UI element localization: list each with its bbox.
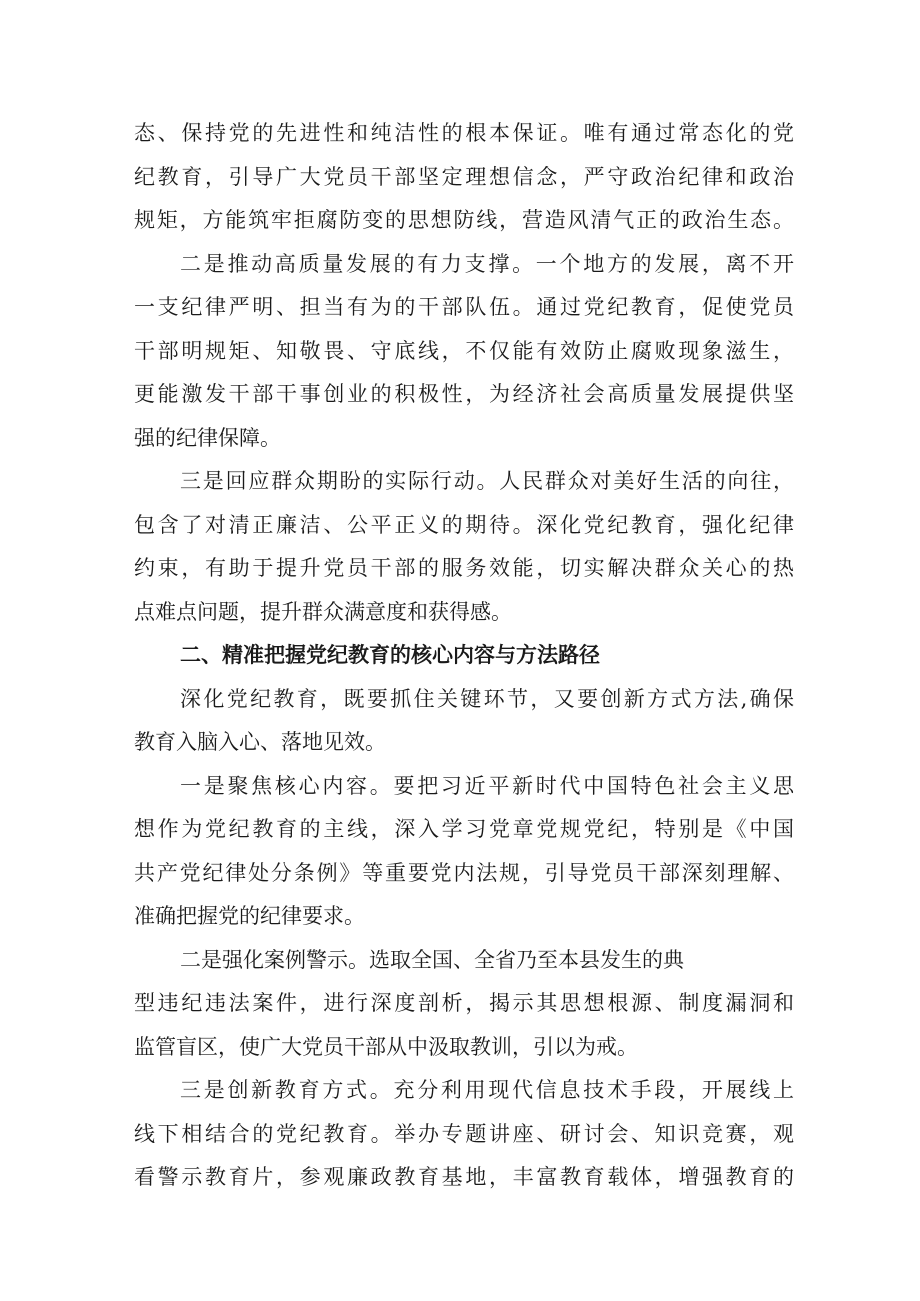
text-line: 线下相结合的党纪教育。举办专题讲座、研讨会、知识竞赛，观 (134, 1121, 794, 1146)
text-line: 三是创新教育方式。充分利用现代信息技术手段，开展线上 (180, 1078, 794, 1102)
document-body (134, 112, 794, 1200)
text-line: 型违纪违法案件，进行深度剖析，揭示其思想根源、制度漏洞和 (134, 991, 794, 1015)
text-line: 态、保持党的先进性和纯洁性的根本保证。唯有通过常态化的党 (134, 121, 794, 145)
text-line: 想作为党纪教育的主线，深入学习党章党规党纪，特别是《中国 (134, 817, 794, 841)
text-line: 强的纪律保障。 (134, 425, 281, 450)
text-line: 约束，有助于提升党员干部的服务效能，切实解决群众关心的热 (134, 556, 794, 580)
text-line: 准确把握党的纪律要求。 (134, 904, 365, 928)
text-line: 看警示教育片，参观廉政教育基地，丰富教育载体，增强教育的 (134, 1165, 794, 1189)
text-line: 深化党纪教育，既要抓住关键环节，又要创新方式方法,确保 (180, 686, 794, 711)
text-line: 三是回应群众期盼的实际行动。人民群众对美好生活的向往， (180, 469, 794, 493)
text-line: 共产党纪律处分条例》等重要党内法规，引导党员干部深刻理解、 (134, 860, 794, 885)
text-line: 二是推动高质量发展的有力支撑。一个地方的发展，离不开 (180, 251, 794, 276)
text-line: 监管盲区，使广大党员干部从中汲取教训，引以为戒。 (134, 1034, 638, 1059)
text-line: 包含了对清正廉洁、公平正义的期待。深化党纪教育，强化纪律 (134, 512, 794, 537)
text-line: 干部明规矩、知敬畏、守底线，不仅能有效防止腐败现象滋生， (134, 338, 794, 363)
text-line: 纪教育，引导广大党员干部坚定理想信念，严守政治纪律和政治 (134, 164, 794, 189)
text-line: 更能激发干部干事创业的积极性，为经济社会高质量发展提供坚 (134, 382, 794, 406)
text-line: 一支纪律严明、担当有为的干部队伍。通过党纪教育，促使党员 (134, 295, 794, 319)
text-line: 一是聚焦核心内容。要把习近平新时代中国特色社会主义思 (180, 773, 794, 798)
text-line: 规矩，方能筑牢拒腐防变的思想防线，营造风清气正的政治生态。 (134, 208, 794, 232)
section-heading: 二、精准把握党纪教育的核心内容与方法路径 (180, 643, 600, 667)
text-line: 二是强化案例警示。选取全国、全省乃至本县发生的典 (180, 947, 684, 972)
text-line: 点难点问题，提升群众满意度和获得感。 (134, 599, 512, 624)
text-line: 教育入脑入心、落地见效。 (134, 730, 386, 754)
